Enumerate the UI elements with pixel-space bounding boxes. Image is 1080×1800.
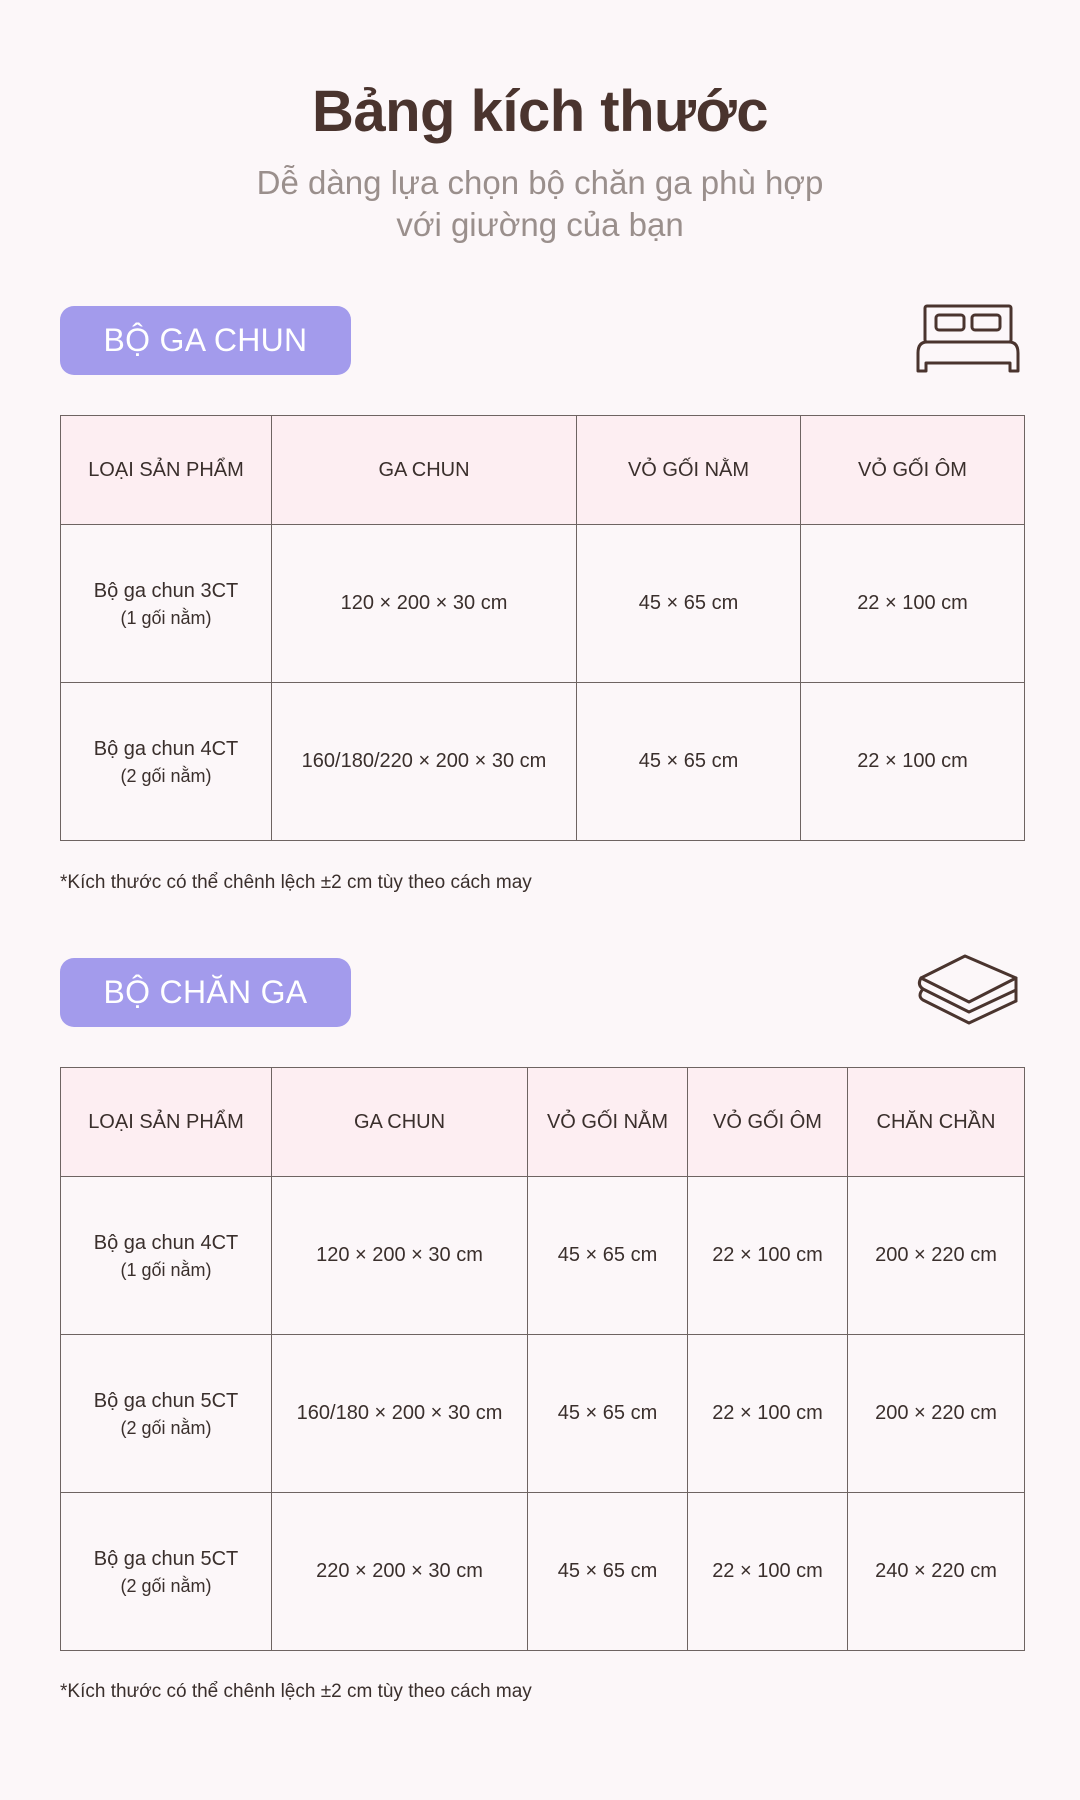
size-cell: 240 × 220 cm [848,1493,1025,1651]
col-header-loai-san-pham: LOẠI SẢN PHẨM [61,416,272,525]
col-header-vo-goi-nam: VỎ GỐI NẰM [577,416,801,525]
col-header-chan-chan: CHĂN CHẦN [848,1068,1025,1177]
product-name: Bộ ga chun 3CT [93,579,239,602]
size-cell: 22 × 100 cm [688,1335,848,1493]
product-cell [61,1335,272,1493]
table-header-row [61,1068,1025,1177]
size-cell: 22 × 100 cm [688,1177,848,1335]
size-cell: 120 × 200 × 30 cm [272,1177,528,1335]
table-row [61,1335,1025,1493]
size-cell: 45 × 65 cm [528,1177,688,1335]
product-note: (2 gối nằm) [120,1575,212,1596]
size-cell: 45 × 65 cm [577,683,801,841]
product-note: (2 gối nằm) [120,1417,212,1438]
size-cell: 22 × 100 cm [801,683,1025,841]
section-badge-bo-chan-ga: BỘ CHĂN GA [60,958,351,1027]
size-cell: 220 × 200 × 30 cm [272,1493,528,1651]
col-header-ga-chun: GA CHUN [272,416,577,525]
product-cell [61,1493,272,1651]
table-row [61,683,1025,841]
page-subtitle [0,162,1080,246]
size-cell: 22 × 100 cm [801,525,1025,683]
size-cell: 45 × 65 cm [528,1335,688,1493]
size-cell: 120 × 200 × 30 cm [272,525,577,683]
product-note: (1 gối nằm) [120,1259,212,1280]
col-header-vo-goi-om: VỎ GỐI ÔM [801,416,1025,525]
footnote: *Kích thước có thể chênh lệch ±2 cm tùy theo cách may [60,1681,532,1702]
table-row [61,1493,1025,1651]
footnote: *Kích thước có thể chênh lệch ±2 cm tùy theo cách may [60,872,532,893]
col-header-vo-goi-nam: VỎ GỐI NẰM [528,1068,688,1177]
table-row [61,1177,1025,1335]
product-name: Bộ ga chun 5CT [93,1547,239,1570]
subtitle-line-2: với giường của bạn [396,206,684,243]
product-cell [61,1177,272,1335]
product-cell [61,683,272,841]
bo-ga-chun-table [60,415,1025,841]
product-note: (1 gối nằm) [120,607,212,628]
section-badge-bo-ga-chun: BỘ GA CHUN [60,306,351,375]
size-cell: 160/180/220 × 200 × 30 cm [272,683,577,841]
size-cell: 200 × 220 cm [848,1177,1025,1335]
subtitle-line-1: Dễ dàng lựa chọn bộ chăn ga phù hợp [256,164,824,201]
size-cell: 45 × 65 cm [528,1493,688,1651]
product-note: (2 gối nằm) [120,765,212,786]
col-header-ga-chun: GA CHUN [272,1068,528,1177]
table-header-row [61,416,1025,525]
col-header-loai-san-pham: LOẠI SẢN PHẨM [61,1068,272,1177]
bed-icon [915,303,1021,375]
table-row [61,525,1025,683]
product-name: Bộ ga chun 5CT [93,1389,239,1412]
folded-blanket-icon [915,952,1021,1026]
col-header-vo-goi-om: VỎ GỐI ÔM [688,1068,848,1177]
size-cell: 45 × 65 cm [577,525,801,683]
bo-chan-ga-table [60,1067,1025,1651]
size-cell: 200 × 220 cm [848,1335,1025,1493]
size-cell: 22 × 100 cm [688,1493,848,1651]
product-name: Bộ ga chun 4CT [93,1231,239,1254]
page-title: Bảng kích thước [311,79,769,144]
size-cell: 160/180 × 200 × 30 cm [272,1335,528,1493]
product-name: Bộ ga chun 4CT [93,737,239,760]
product-cell [61,525,272,683]
